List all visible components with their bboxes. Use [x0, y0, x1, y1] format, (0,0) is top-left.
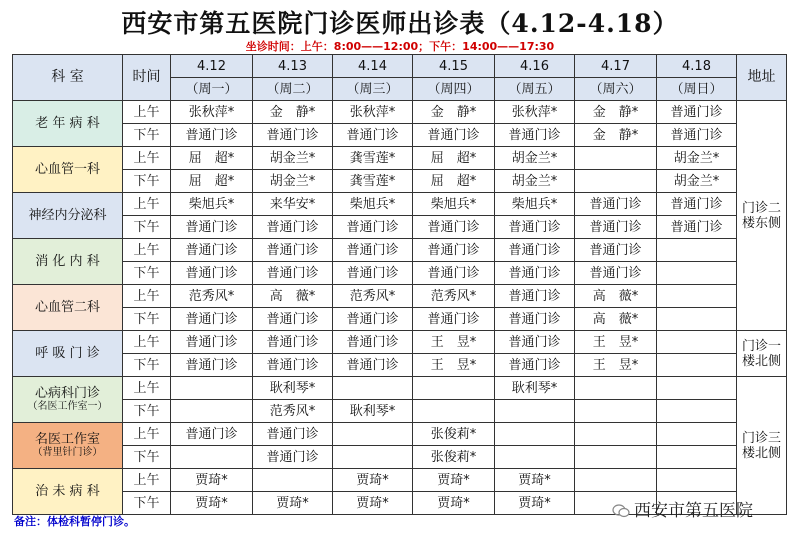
doctor-cell: 贾琦*: [333, 469, 413, 492]
doctor-cell: [171, 446, 253, 469]
department-name: [13, 377, 123, 423]
schedule-row: [13, 216, 787, 239]
doctor-cell: [657, 308, 737, 331]
department-label: 心血管二科: [34, 300, 100, 315]
doctor-cell: 王 昱*: [575, 331, 657, 354]
period-label: 上午: [123, 377, 171, 400]
doctor-cell: [495, 423, 575, 446]
doctor-cell: [657, 239, 737, 262]
header-date: 4.17: [575, 55, 657, 78]
doctor-cell: 普通门诊: [575, 216, 657, 239]
schedule-row: [13, 423, 787, 446]
doctor-cell: 龚雪莲*: [333, 147, 413, 170]
watermark-text: 西安市第五医院: [634, 501, 753, 521]
header-date: 4.13: [253, 55, 333, 78]
schedule-row: [13, 308, 787, 331]
doctor-cell: 普通门诊: [575, 193, 657, 216]
doctor-cell: 普通门诊: [171, 239, 253, 262]
schedule-row: [13, 239, 787, 262]
doctor-cell: 普通门诊: [495, 216, 575, 239]
doctor-cell: 耿利琴*: [495, 377, 575, 400]
doctor-cell: [657, 377, 737, 400]
doctor-cell: 屈 超*: [413, 170, 495, 193]
doctor-cell: 普通门诊: [333, 262, 413, 285]
period-label: 下午: [123, 446, 171, 469]
doctor-cell: 张俊莉*: [413, 423, 495, 446]
doctor-cell: [657, 262, 737, 285]
doctor-cell: 张秋萍*: [171, 101, 253, 124]
doctor-cell: [495, 400, 575, 423]
doctor-cell: 普通门诊: [171, 262, 253, 285]
doctor-cell: 胡金兰*: [495, 147, 575, 170]
doctor-cell: 高 薇*: [575, 285, 657, 308]
doctor-cell: 普通门诊: [253, 308, 333, 331]
doctor-cell: 普通门诊: [253, 354, 333, 377]
address-cell: 门诊三楼北侧: [737, 377, 787, 515]
doctor-cell: 普通门诊: [171, 216, 253, 239]
schedule-row: [13, 469, 787, 492]
department-name: [13, 101, 123, 147]
page-title: 西安市第五医院门诊医师出诊表（4.12-4.18）: [121, 9, 679, 38]
doctor-cell: 普通门诊: [333, 331, 413, 354]
doctor-cell: [575, 469, 657, 492]
doctor-cell: 普通门诊: [495, 331, 575, 354]
schedule-row: [13, 124, 787, 147]
schedule-row: [13, 262, 787, 285]
doctor-cell: 普通门诊: [495, 239, 575, 262]
doctor-cell: [575, 400, 657, 423]
department-label: 名医工作室: [34, 432, 100, 447]
period-label: 下午: [123, 492, 171, 515]
period-label: 上午: [123, 101, 171, 124]
department-label: 消 化 内 科: [35, 254, 100, 269]
header-weekday: （周五）: [495, 78, 575, 101]
doctor-cell: 柴旭兵*: [171, 193, 253, 216]
doctor-cell: 金 静*: [413, 101, 495, 124]
doctor-cell: 普通门诊: [657, 124, 737, 147]
doctor-cell: 胡金兰*: [495, 170, 575, 193]
period-label: 上午: [123, 285, 171, 308]
doctor-cell: 贾琦*: [495, 492, 575, 515]
doctor-cell: 普通门诊: [413, 308, 495, 331]
doctor-cell: 高 薇*: [575, 308, 657, 331]
doctor-cell: 范秀风*: [253, 400, 333, 423]
period-label: 下午: [123, 400, 171, 423]
doctor-cell: [171, 377, 253, 400]
doctor-cell: 金 静*: [253, 101, 333, 124]
doctor-cell: [575, 147, 657, 170]
doctor-cell: 普通门诊: [171, 423, 253, 446]
department-label: 神经内分泌科: [28, 208, 107, 223]
doctor-cell: [333, 377, 413, 400]
period-label: 上午: [123, 331, 171, 354]
schedule-row: [13, 400, 787, 423]
department-sublabel: （背里针门诊）: [32, 447, 103, 458]
doctor-cell: 张俊莉*: [413, 446, 495, 469]
doctor-cell: 普通门诊: [333, 239, 413, 262]
doctor-cell: 普通门诊: [171, 331, 253, 354]
doctor-cell: 普通门诊: [495, 124, 575, 147]
header-weekday: （周二）: [253, 78, 333, 101]
header-weekday: （周四）: [413, 78, 495, 101]
doctor-cell: 金 静*: [575, 101, 657, 124]
schedule-body: [13, 101, 787, 515]
doctor-cell: 柴旭兵*: [333, 193, 413, 216]
doctor-cell: 胡金兰*: [253, 170, 333, 193]
schedule-table: [12, 54, 787, 515]
doctor-cell: 屈 超*: [171, 170, 253, 193]
period-label: 下午: [123, 170, 171, 193]
header-row-dates: [13, 55, 787, 78]
doctor-cell: 贾琦*: [171, 492, 253, 515]
doctor-cell: 贾琦*: [171, 469, 253, 492]
doctor-cell: 普通门诊: [171, 308, 253, 331]
department-label: 老 年 病 科: [35, 116, 100, 131]
doctor-cell: [575, 377, 657, 400]
schedule-row: [13, 170, 787, 193]
doctor-cell: 胡金兰*: [657, 170, 737, 193]
doctor-cell: [171, 400, 253, 423]
doctor-cell: 屈 超*: [171, 147, 253, 170]
header-weekday: （周六）: [575, 78, 657, 101]
doctor-cell: 张秋萍*: [495, 101, 575, 124]
doctor-cell: 普通门诊: [495, 262, 575, 285]
doctor-cell: [333, 423, 413, 446]
doctor-cell: 普通门诊: [333, 216, 413, 239]
doctor-cell: [657, 423, 737, 446]
doctor-cell: 普通门诊: [253, 239, 333, 262]
doctor-cell: 耿利琴*: [333, 400, 413, 423]
doctor-cell: 范秀风*: [333, 285, 413, 308]
doctor-cell: [495, 446, 575, 469]
doctor-cell: 贾琦*: [253, 492, 333, 515]
header-date: 4.18: [657, 55, 737, 78]
doctor-cell: 高 薇*: [253, 285, 333, 308]
doctor-cell: 张秋萍*: [333, 101, 413, 124]
footnote: 备注：体检科暂停门诊。: [14, 515, 135, 528]
period-label: 上午: [123, 423, 171, 446]
doctor-cell: [657, 446, 737, 469]
doctor-cell: 普通门诊: [657, 193, 737, 216]
watermark: [612, 496, 753, 521]
schedule-row: [13, 285, 787, 308]
doctor-cell: [413, 400, 495, 423]
doctor-cell: 王 昱*: [575, 354, 657, 377]
doctor-cell: 来华安*: [253, 193, 333, 216]
doctor-cell: 普通门诊: [171, 124, 253, 147]
period-label: 下午: [123, 308, 171, 331]
department-sublabel: （名医工作室一）: [27, 401, 108, 412]
doctor-cell: 普通门诊: [413, 124, 495, 147]
header-date: 4.14: [333, 55, 413, 78]
doctor-cell: 普通门诊: [575, 262, 657, 285]
department-label: 心病科门诊: [34, 386, 100, 401]
doctor-cell: 耿利琴*: [253, 377, 333, 400]
doctor-cell: 柴旭兵*: [413, 193, 495, 216]
doctor-cell: 范秀风*: [413, 285, 495, 308]
doctor-cell: 普通门诊: [253, 446, 333, 469]
doctor-cell: 贾琦*: [333, 492, 413, 515]
doctor-cell: 普通门诊: [171, 354, 253, 377]
header-weekday: （周一）: [171, 78, 253, 101]
doctor-cell: 普通门诊: [253, 216, 333, 239]
header-date: 4.12: [171, 55, 253, 78]
doctor-cell: 胡金兰*: [657, 147, 737, 170]
department-label: 治 未 病 科: [35, 484, 100, 499]
doctor-cell: [253, 469, 333, 492]
doctor-cell: 普通门诊: [657, 101, 737, 124]
header-date: 4.16: [495, 55, 575, 78]
doctor-cell: [657, 331, 737, 354]
doctor-cell: [413, 377, 495, 400]
doctor-cell: [657, 469, 737, 492]
header-date: 4.15: [413, 55, 495, 78]
doctor-cell: 普通门诊: [495, 354, 575, 377]
doctor-cell: 普通门诊: [413, 262, 495, 285]
doctor-cell: 贾琦*: [413, 469, 495, 492]
doctor-cell: 王 昱*: [413, 331, 495, 354]
doctor-cell: 王 昱*: [413, 354, 495, 377]
doctor-cell: 普通门诊: [333, 354, 413, 377]
header-dept: 科 室: [13, 55, 123, 101]
doctor-cell: 金 静*: [575, 124, 657, 147]
period-label: 下午: [123, 354, 171, 377]
doctor-cell: 普通门诊: [495, 285, 575, 308]
doctor-cell: 胡金兰*: [253, 147, 333, 170]
period-label: 下午: [123, 124, 171, 147]
doctor-cell: [657, 285, 737, 308]
doctor-cell: 普通门诊: [413, 216, 495, 239]
doctor-cell: 普通门诊: [495, 308, 575, 331]
doctor-cell: 普通门诊: [253, 124, 333, 147]
department-label: 心血管一科: [34, 162, 100, 177]
department-name: [13, 331, 123, 377]
header-time: 时间: [123, 55, 171, 101]
doctor-cell: [657, 354, 737, 377]
doctor-cell: 龚雪莲*: [333, 170, 413, 193]
doctor-cell: [657, 400, 737, 423]
doctor-cell: [575, 170, 657, 193]
department-name: [13, 423, 123, 469]
schedule-row: [13, 147, 787, 170]
department-name: [13, 239, 123, 285]
period-label: 下午: [123, 216, 171, 239]
period-label: 上午: [123, 147, 171, 170]
department-name: [13, 469, 123, 515]
schedule-row: [13, 331, 787, 354]
doctor-cell: 屈 超*: [413, 147, 495, 170]
doctor-cell: 普通门诊: [253, 262, 333, 285]
schedule-row: [13, 446, 787, 469]
doctor-cell: 普通门诊: [253, 331, 333, 354]
doctor-cell: 普通门诊: [333, 124, 413, 147]
address-cell: 门诊一楼北侧: [737, 331, 787, 377]
clinic-hours: 坐诊时间：上午：8:00——12:00；下午：14:00——17:30: [245, 40, 555, 53]
doctor-cell: [333, 446, 413, 469]
wechat-icon: [612, 504, 630, 518]
doctor-cell: 普通门诊: [253, 423, 333, 446]
period-label: 上午: [123, 193, 171, 216]
doctor-cell: 贾琦*: [413, 492, 495, 515]
schedule-row: [13, 377, 787, 400]
doctor-cell: [575, 446, 657, 469]
doctor-cell: 范秀风*: [171, 285, 253, 308]
department-name: [13, 193, 123, 239]
department-name: [13, 285, 123, 331]
schedule-row: [13, 354, 787, 377]
period-label: 上午: [123, 239, 171, 262]
doctor-cell: 普通门诊: [575, 239, 657, 262]
doctor-cell: 贾琦*: [495, 469, 575, 492]
doctor-cell: 普通门诊: [657, 216, 737, 239]
schedule-row: [13, 101, 787, 124]
address-cell: 门诊二楼东侧: [737, 101, 787, 331]
department-label: 呼 吸 门 诊: [35, 346, 100, 361]
header-weekday: （周三）: [333, 78, 413, 101]
schedule-row: [13, 193, 787, 216]
header-address: 地址: [737, 55, 787, 101]
doctor-cell: 普通门诊: [333, 308, 413, 331]
doctor-cell: 柴旭兵*: [495, 193, 575, 216]
header-weekday: （周日）: [657, 78, 737, 101]
period-label: 下午: [123, 262, 171, 285]
doctor-cell: 普通门诊: [413, 239, 495, 262]
department-name: [13, 147, 123, 193]
doctor-cell: [575, 423, 657, 446]
period-label: 上午: [123, 469, 171, 492]
